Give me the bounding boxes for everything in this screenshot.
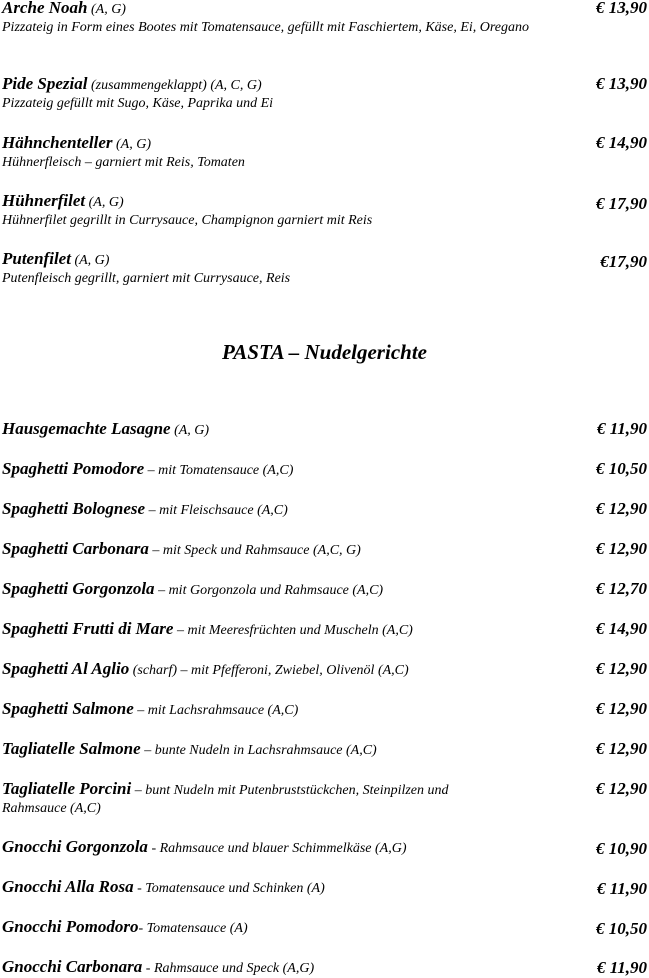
item-description: – mit Fleischsauce (A,C)	[145, 503, 288, 518]
item-description: (scharf) – mit Pfefferoni, Zwiebel, Olivenöl (A,C)	[129, 663, 409, 678]
item-name: Spaghetti Salmone	[2, 699, 134, 718]
item-name: Hähnchenteller	[2, 133, 113, 152]
pasta-item-spaghetti-pomodore	[2, 459, 647, 479]
menu-item-haehnchenteller	[2, 133, 647, 172]
item-name: Gnocchi Gorgonzola	[2, 837, 148, 856]
item-description: Pizzateig gefüllt mit Sugo, Käse, Paprika und Ei	[2, 96, 274, 111]
item-price: € 12,90	[596, 539, 647, 558]
item-description: Hühnerfilet gegrillt in Currysauce, Champignon garniert mit Reis	[2, 213, 373, 228]
item-price: € 13,90	[596, 74, 647, 93]
item-name: Gnocchi Carbonara	[2, 957, 143, 976]
item-name: Spaghetti Frutti di Mare	[2, 619, 174, 638]
item-price: € 12,90	[596, 659, 647, 678]
item-price: € 11,90	[596, 879, 647, 898]
item-price: € 11,90	[596, 958, 647, 977]
item-name: Tagliatelle Salmone	[2, 739, 141, 758]
item-description: Hühnerfleisch – garniert mit Reis, Tomaten	[2, 155, 245, 170]
item-description: Putenfleisch gegrillt, garniert mit Currysauce, Reis	[2, 271, 291, 286]
section-title: PASTA – Nudelgerichte	[222, 340, 427, 364]
item-price: € 14,90	[596, 619, 647, 638]
item-price: € 10,90	[596, 839, 647, 858]
pasta-item-lasagne	[2, 419, 647, 439]
menu-item-putenfilet	[2, 249, 647, 288]
item-description: – mit Speck und Rahmsauce (A,C, G)	[148, 543, 361, 558]
item-price: € 13,90	[596, 0, 647, 17]
item-description: - Tomatensauce (A)	[138, 921, 248, 936]
item-name: Pide Spezial	[2, 74, 88, 93]
pasta-item-spaghetti-salmone	[2, 699, 647, 719]
item-allergens: (A, G)	[87, 2, 126, 17]
item-allergens: (zusammengeklappt) (A, C, G)	[87, 78, 262, 93]
menu-item-arche-noah	[2, 0, 647, 37]
item-price: € 12,90	[596, 779, 647, 798]
item-description: – mit Gorgonzola und Rahmsauce (A,C)	[154, 583, 384, 598]
item-name: Gnocchi Pomodoro	[2, 917, 139, 936]
menu-item-pide-spezial	[2, 74, 647, 113]
item-description: – mit Meeresfrüchten und Muscheln (A,C)	[173, 623, 413, 638]
item-price: € 17,90	[596, 194, 647, 213]
item-description: - Rahmsauce und Speck (A,G)	[142, 961, 315, 976]
pasta-item-spaghetti-bolognese	[2, 499, 647, 519]
item-name: Spaghetti Carbonara	[2, 539, 149, 558]
item-price: € 10,50	[596, 919, 647, 938]
item-description-continued: Rahmsauce (A,C)	[2, 801, 101, 816]
item-description: – mit Tomatensauce (A,C)	[144, 463, 294, 478]
pasta-item-tagliatelle-porcini	[2, 779, 647, 818]
item-price: € 14,90	[596, 133, 647, 152]
pasta-item-spaghetti-carbonara	[2, 539, 647, 559]
item-price: € 11,90	[596, 419, 647, 438]
item-price: €17,90	[600, 252, 647, 271]
item-description: – bunt Nudeln mit Putenbruststückchen, Steinpilzen und	[131, 783, 449, 798]
item-price: € 12,90	[596, 739, 647, 758]
item-description: - Tomatensauce und Schinken (A)	[133, 881, 325, 896]
item-price: € 12,90	[596, 499, 647, 518]
item-price: € 12,70	[596, 579, 647, 598]
item-description: - Rahmsauce und blauer Schimmelkäse (A,G)	[147, 841, 407, 856]
item-description: – bunte Nudeln in Lachsrahmsauce (A,C)	[140, 743, 377, 758]
pasta-item-spaghetti-al-aglio	[2, 659, 647, 679]
pasta-item-gnocchi-pomodoro	[2, 917, 647, 937]
item-name: Tagliatelle Porcini	[2, 779, 132, 798]
item-name: Arche Noah	[2, 0, 88, 17]
menu-item-huehnerfilet	[2, 191, 647, 230]
item-price: € 10,50	[596, 459, 647, 478]
pasta-item-gnocchi-carbonara	[2, 957, 647, 977]
item-allergens: (A, G)	[112, 137, 152, 152]
item-description: Pizzateig in Form eines Bootes mit Tomatensauce, gefüllt mit Faschiertem, Käse, Ei, Oregano	[2, 20, 530, 35]
item-name: Putenfilet	[2, 249, 71, 268]
item-name: Spaghetti Bolognese	[2, 499, 146, 518]
item-allergens: (A, G)	[85, 195, 124, 210]
pasta-item-spaghetti-gorgonzola	[2, 579, 647, 599]
item-name: Hausgemachte Lasagne	[2, 419, 171, 438]
item-price: € 12,90	[596, 699, 647, 718]
item-allergens: (A, G)	[70, 253, 110, 268]
pasta-item-gnocchi-gorgonzola	[2, 837, 647, 857]
item-name: Gnocchi Alla Rosa	[2, 877, 134, 896]
item-name: Spaghetti Al Aglio	[2, 659, 130, 678]
item-description: – mit Lachsrahmsauce (A,C)	[133, 703, 299, 718]
item-name: Hühnerfilet	[2, 191, 86, 210]
item-description: (A, G)	[170, 423, 210, 438]
item-name: Spaghetti Pomodore	[2, 459, 145, 478]
item-name: Spaghetti Gorgonzola	[2, 579, 155, 598]
pasta-item-tagliatelle-salmone	[2, 739, 647, 759]
pasta-item-spaghetti-frutti-di-mare	[2, 619, 647, 639]
pasta-item-gnocchi-alla-rosa	[2, 877, 647, 897]
